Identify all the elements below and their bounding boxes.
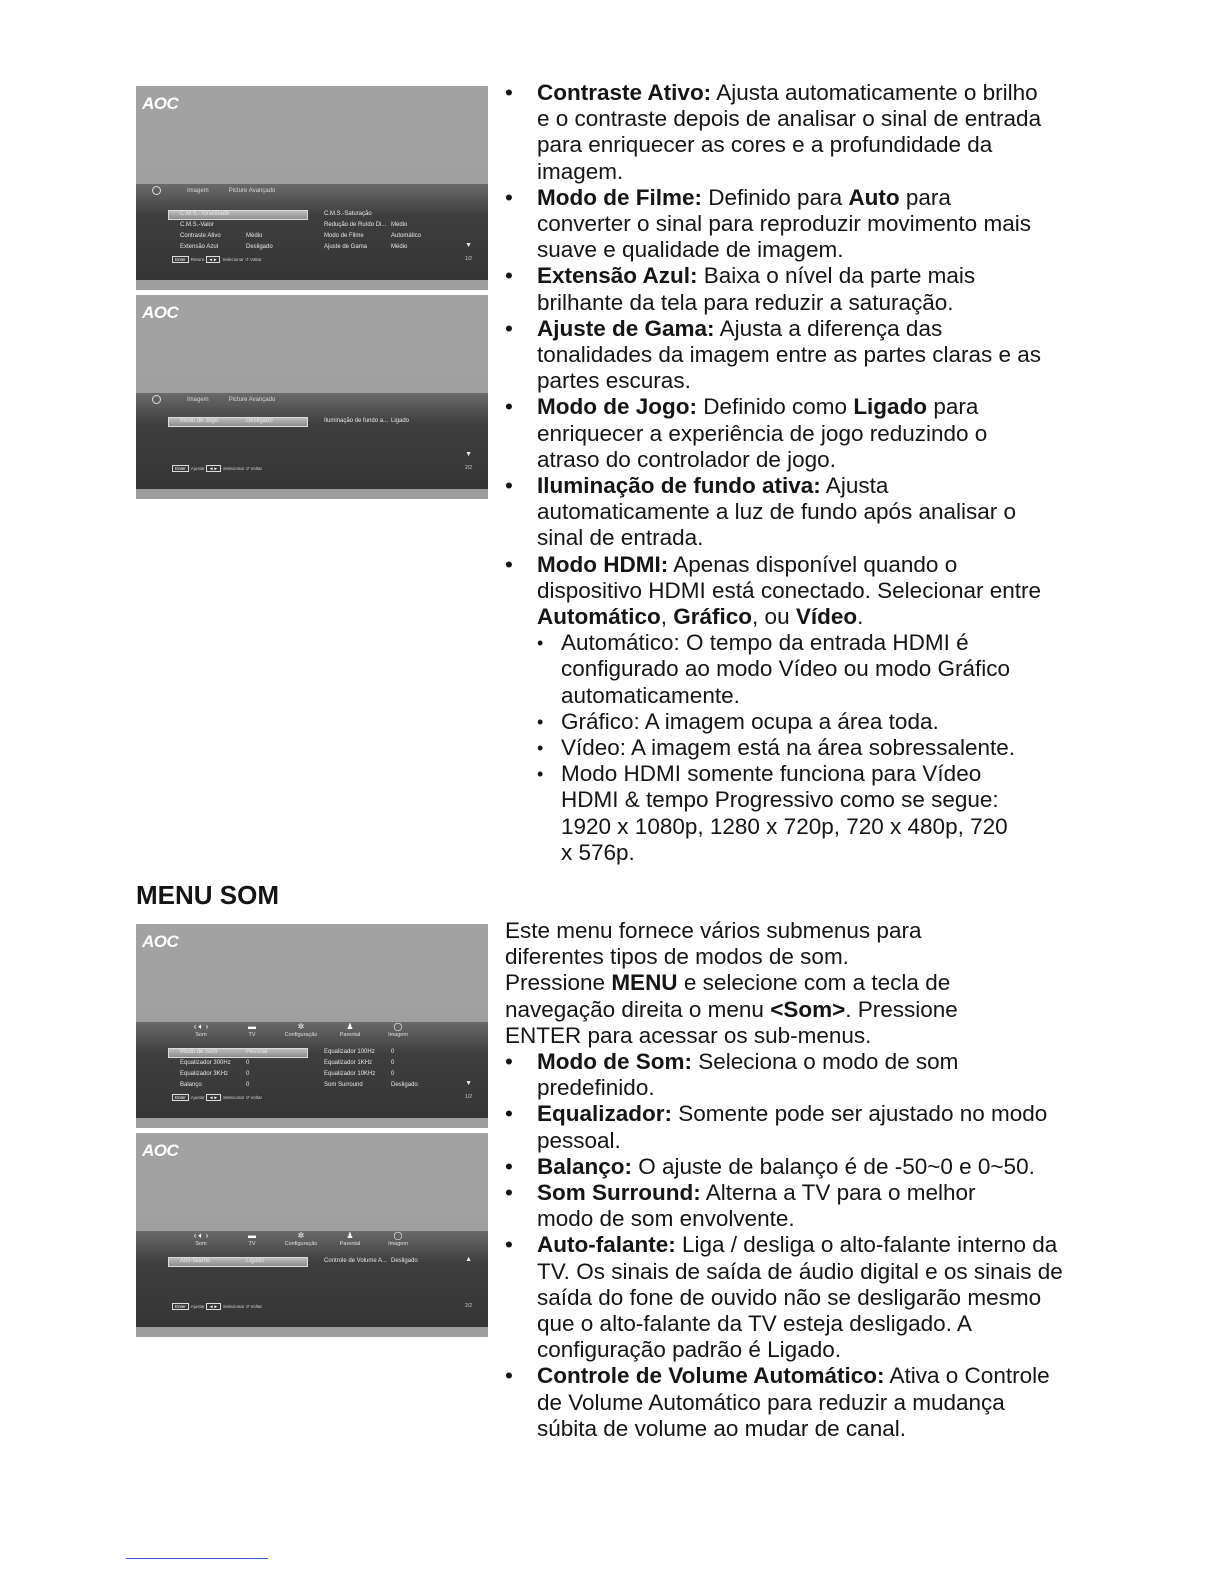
menu-item: Contraste Ativo bbox=[180, 233, 221, 239]
key-hints: Enter Retorn ◄► Selecionar ↺ Voltar bbox=[172, 256, 262, 263]
tab-som: ‹ 🔈︎ › Som bbox=[176, 1022, 226, 1038]
page-indicator: 1/2 bbox=[465, 1094, 472, 1100]
list-item: • Controle de Volume Automático: Ativa o Controle de Volume Automático para reduzir a mudança súbita de volume ao mudar de canal. bbox=[505, 1363, 1075, 1442]
list-item: • Extensão Azul: Baixa o nível da parte mais brilhante da tela para reduzir a saturação. bbox=[505, 263, 1050, 315]
intro-paragraph: Este menu fornece vários submenus para diferentes tipos de modos de som. bbox=[505, 918, 922, 970]
breadcrumb: Imagem Picture Avançado bbox=[152, 395, 275, 404]
osd-menu bbox=[136, 1231, 488, 1337]
menu-value: Desligado bbox=[246, 418, 273, 424]
list-item: • Modo de Filme: Definido para Auto para converter o sinal para reproduzir movimento mais suave e qualidade de imagem. bbox=[505, 185, 1050, 264]
gear-icon: ✲ bbox=[297, 1022, 305, 1031]
menu-item: Balanço bbox=[180, 1082, 202, 1088]
list-item: • Contraste Ativo: Ajusta automaticamente o brilho e o contraste depois de analisar o sinal de entrada para enriquecer as cores e a profundidade da imagem. bbox=[505, 80, 1050, 185]
menu-item: Alto-falante bbox=[180, 1258, 211, 1264]
list-item: • Modo de Jogo: Definido como Ligado para enriquecer a experiência de jogo reduzindo o atraso do controlador de jogo. bbox=[505, 394, 1050, 473]
osd-menu bbox=[136, 184, 488, 290]
list-item: • Equalizador: Somente pode ser ajustado no modo pessoal. bbox=[505, 1101, 1075, 1153]
menu-item: Modo de Filme bbox=[324, 233, 364, 239]
section-title: MENU SOM bbox=[136, 880, 279, 910]
screenshot-picture-advanced-1 bbox=[136, 86, 488, 290]
menu-value: 0 bbox=[246, 1060, 250, 1066]
menu-item: Equalizador 100Hz bbox=[324, 1049, 375, 1055]
scroll-down-icon: ▼ bbox=[465, 1080, 472, 1087]
menu-item: Som Surround bbox=[324, 1082, 363, 1088]
tab-tv: ▬ TV bbox=[227, 1022, 277, 1038]
aoc-logo: AOC bbox=[142, 94, 179, 113]
breadcrumb: Imagem Picture Avançado bbox=[152, 186, 275, 195]
sub-list-item: • Modo HDMI somente funciona para Vídeo HDMI & tempo Progressivo como se segue: 1920 x 1080p, 1280 x 720p, 720 x 480p, 720 x 576p. bbox=[505, 761, 1050, 866]
menu-item: Extensão Azul bbox=[180, 244, 219, 250]
menu-item: C.M.S.-Saturação bbox=[324, 211, 372, 217]
scroll-down-icon: ▼ bbox=[465, 451, 472, 458]
screenshot-sound-menu-1 bbox=[136, 924, 488, 1128]
tv-icon: ▬ bbox=[248, 1231, 256, 1240]
list-item: • Balanço: O ajuste de balanço é de -50~0 e 0~50. bbox=[505, 1154, 1075, 1180]
key-hints: Enter Ajustar ◄► Selecionar ↺ Voltar bbox=[172, 1094, 262, 1101]
picture-icon bbox=[152, 395, 161, 404]
menu-item: Iluminação de fundo a... bbox=[324, 418, 389, 424]
users-icon: ♟ bbox=[346, 1231, 354, 1240]
menu-value: Médio bbox=[391, 222, 408, 228]
sub-list-item: • Gráfico: A imagem ocupa a área toda. bbox=[505, 709, 1050, 735]
sub-list-item: • Vídeo: A imagem está na área sobressalente. bbox=[505, 735, 1050, 761]
menu-value: Desligado bbox=[391, 1082, 418, 1088]
menu-value: Ligado bbox=[391, 418, 410, 424]
tab-som: ‹ 🔈︎ › Som bbox=[176, 1231, 226, 1247]
menu-value: 0 bbox=[391, 1071, 395, 1077]
picture-icon bbox=[152, 186, 161, 195]
menu-tabs bbox=[136, 1022, 488, 1042]
menu-value: Desligado bbox=[246, 244, 273, 250]
tv-icon: ▬ bbox=[248, 1022, 256, 1031]
menu-item: Modo de Jogo bbox=[180, 418, 219, 424]
list-item: • Ajuste de Gama: Ajusta a diferença das tonalidades da imagem entre as partes claras e as partes escuras. bbox=[505, 316, 1050, 395]
picture-advanced-descriptions bbox=[505, 80, 1050, 866]
menu-value: 0 bbox=[391, 1049, 395, 1055]
sub-list-item: • Automático: O tempo da entrada HDMI é configurado ao modo Vídeo ou modo Gráfico automaticamente. bbox=[505, 630, 1050, 709]
list-item: • Som Surround: Alterna a TV para o melhor modo de som envolvente. bbox=[505, 1180, 1075, 1232]
menu-value: Automático bbox=[391, 233, 422, 239]
list-item: • Modo HDMI: Apenas disponível quando o dispositivo HDMI está conectado. Selecionar entre Automático, Gráfico, ou Vídeo. bbox=[505, 552, 1050, 631]
tab-configuracao: ✲ Configuração bbox=[276, 1231, 326, 1247]
sound-menu-descriptions bbox=[505, 918, 1075, 1442]
picture-icon: ◯ bbox=[393, 1231, 403, 1240]
list-item: • Iluminação de fundo ativa: Ajusta automaticamente a luz de fundo após analisar o sinal de entrada. bbox=[505, 473, 1050, 552]
osd-menu bbox=[136, 1022, 488, 1128]
footnote-rule bbox=[126, 1558, 268, 1559]
menu-item: Equalizador 300Hz bbox=[180, 1060, 231, 1066]
tab-parental: ♟ Parental bbox=[325, 1231, 375, 1247]
users-icon: ♟ bbox=[346, 1022, 354, 1031]
menu-value: Desligado bbox=[391, 1258, 418, 1264]
list-item: • Auto-falante: Liga / desliga o alto-falante interno da TV. Os sinais de saída de áudio digital e os sinais de saída do fone de ouvido não se desligarão mesmo que o alto-falante da TV esteja desligado. A configuração padrão é Ligado. bbox=[505, 1232, 1075, 1363]
menu-value: Médio bbox=[391, 244, 408, 250]
intro-paragraph: Pressione MENU e selecione com a tecla de navegação direita o menu <Som>. Pressione ENTER para acessar os sub-menus. bbox=[505, 970, 958, 1048]
tab-tv: ▬ TV bbox=[227, 1231, 277, 1247]
scroll-down-icon: ▼ bbox=[465, 242, 472, 249]
menu-value: Ligado bbox=[246, 1258, 265, 1264]
tab-configuracao: ✲ Configuração bbox=[276, 1022, 326, 1038]
screenshot-picture-advanced-2 bbox=[136, 295, 488, 499]
aoc-logo: AOC bbox=[142, 932, 179, 951]
picture-icon: ◯ bbox=[393, 1022, 403, 1031]
page-indicator: 2/2 bbox=[465, 465, 472, 471]
page-indicator: 1/2 bbox=[465, 256, 472, 262]
menu-value: Pessoal bbox=[246, 1049, 268, 1055]
screenshot-sound-menu-2 bbox=[136, 1133, 488, 1337]
menu-item: Modo de Som bbox=[180, 1049, 218, 1055]
osd-menu bbox=[136, 393, 488, 499]
menu-value: Médio bbox=[246, 233, 263, 239]
tab-imagem: ◯ Imagem bbox=[373, 1022, 423, 1038]
menu-item: Ajuste de Gama bbox=[324, 244, 368, 250]
speaker-icon: ‹ 🔈︎ › bbox=[193, 1231, 209, 1240]
menu-value: 0 bbox=[391, 1060, 395, 1066]
gear-icon: ✲ bbox=[297, 1231, 305, 1240]
menu-item: Equalizador 3KHz bbox=[180, 1071, 229, 1077]
aoc-logo: AOC bbox=[142, 1141, 179, 1160]
speaker-icon: ‹ 🔈︎ › bbox=[193, 1022, 209, 1031]
tab-parental: ♟ Parental bbox=[325, 1022, 375, 1038]
menu-value: 0 bbox=[246, 1082, 250, 1088]
list-item: • Modo de Som: Seleciona o modo de som predefinido. bbox=[505, 1049, 1075, 1101]
key-hints: Enter Ajustar ◄► Selecionar ↺ Voltar bbox=[172, 1303, 262, 1310]
menu-item: Equalizador 10KHz bbox=[324, 1071, 376, 1077]
menu-item: Controle de Volume A... bbox=[324, 1258, 388, 1264]
page-indicator: 2/2 bbox=[465, 1303, 472, 1309]
key-hints: Enter Ajustar ◄► Selecionar ↺ Voltar bbox=[172, 465, 262, 472]
aoc-logo: AOC bbox=[142, 303, 179, 322]
menu-value: 0 bbox=[246, 1071, 250, 1077]
menu-item: Redução de Ruído Di... bbox=[324, 222, 387, 228]
menu-item: C.M.S.-Tonalidade bbox=[180, 211, 230, 217]
tab-imagem: ◯ Imagem bbox=[373, 1231, 423, 1247]
menu-item: Equalizador 1KHz bbox=[324, 1060, 373, 1066]
menu-tabs bbox=[136, 1231, 488, 1251]
scroll-up-icon: ▲ bbox=[465, 1256, 472, 1263]
menu-item: C.M.S.-Valor bbox=[180, 222, 214, 228]
